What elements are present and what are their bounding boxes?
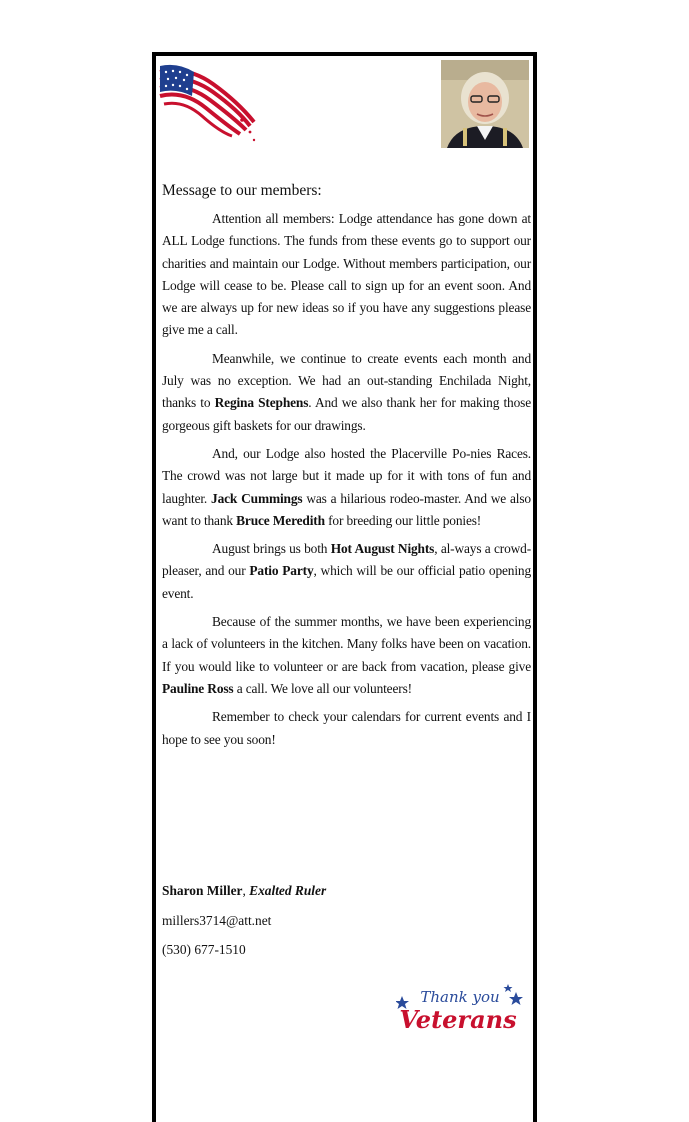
message-body [162, 180, 531, 757]
paragraph-text: Because of the summer months, we have been experiencing a lack of volunteers in the kitchen. Many folks have been on vacation. If you would like to volunteer or are back from vacation, please give [162, 614, 531, 674]
message-paragraph [162, 208, 531, 342]
signature-title: Exalted Ruler [249, 883, 327, 898]
paragraph-text: Meanwhile, we continue to create events each month and July was no exception. We had an out-standing Enchilada Night, thanks to [162, 350, 531, 411]
american-flag-graphic [158, 62, 258, 144]
signature-phone: (530) 677-1510 [162, 942, 246, 957]
author-photo [441, 60, 529, 148]
signature-block [162, 876, 326, 965]
message-paragraph [162, 348, 531, 437]
paragraph-text: August brings us both [212, 541, 331, 557]
flag-canton [160, 65, 194, 96]
message-heading: Message to our members: [162, 182, 322, 199]
signature-name: Sharon Miller [162, 883, 243, 898]
highlighted-name: Patio Party [249, 563, 314, 579]
thank-you-veterans-graphic [396, 978, 526, 1038]
signature-line [162, 876, 326, 906]
thanks-line1: Thank you [420, 988, 500, 1006]
message-paragraph [162, 538, 531, 605]
paragraph-text: Attention all members: Lodge attendance has gone down at ALL Lodge functions. The funds from these events go to support our charities and maintain our Lodge. Without members participation, our Lodge will cease to be. Please call to sign up for an event soon. And we are always up for new ideas so if you have any suggestions please give me a call. [162, 211, 531, 338]
highlighted-name: Hot August Nights [330, 541, 435, 557]
message-paragraph [162, 443, 531, 532]
signature-separator: , [242, 883, 250, 898]
message-paragraph [162, 611, 531, 700]
highlighted-name: Bruce Meredith [236, 512, 325, 528]
paragraph-text: And, our Lodge also hosted the Placerville Po-nies Races. The crowd was not large but it made up for it with tons of fun and laughter. [162, 445, 531, 506]
paragraph-text: Remember to check your calendars for current events and I hope to see you soon! [162, 709, 531, 747]
thanks-line2: Veterans [399, 1005, 517, 1034]
newsletter-panel [152, 52, 537, 1122]
highlighted-name: Jack Cummings [211, 490, 303, 506]
signature-email[interactable]: millers3714@att.net [162, 912, 272, 928]
paragraph-text: , which will be our official patio opening event. [162, 563, 532, 601]
highlighted-name: Pauline Ross [162, 680, 234, 696]
paragraph-text: a call. We love all our volunteers! [233, 680, 412, 696]
message-paragraphs [162, 208, 531, 751]
highlighted-name: Regina Stephens [214, 395, 309, 411]
paragraph-text: was a hilarious rodeo-master. And we also want to thank [162, 490, 531, 528]
paragraph-text: , al-ways a crowd-pleaser, and our [162, 541, 532, 579]
paragraph-text: . And we also thank her for making those gorgeous gift baskets for our drawings. [162, 395, 531, 433]
message-paragraph [162, 706, 531, 751]
paragraph-text: for breeding our little ponies! [324, 512, 482, 528]
